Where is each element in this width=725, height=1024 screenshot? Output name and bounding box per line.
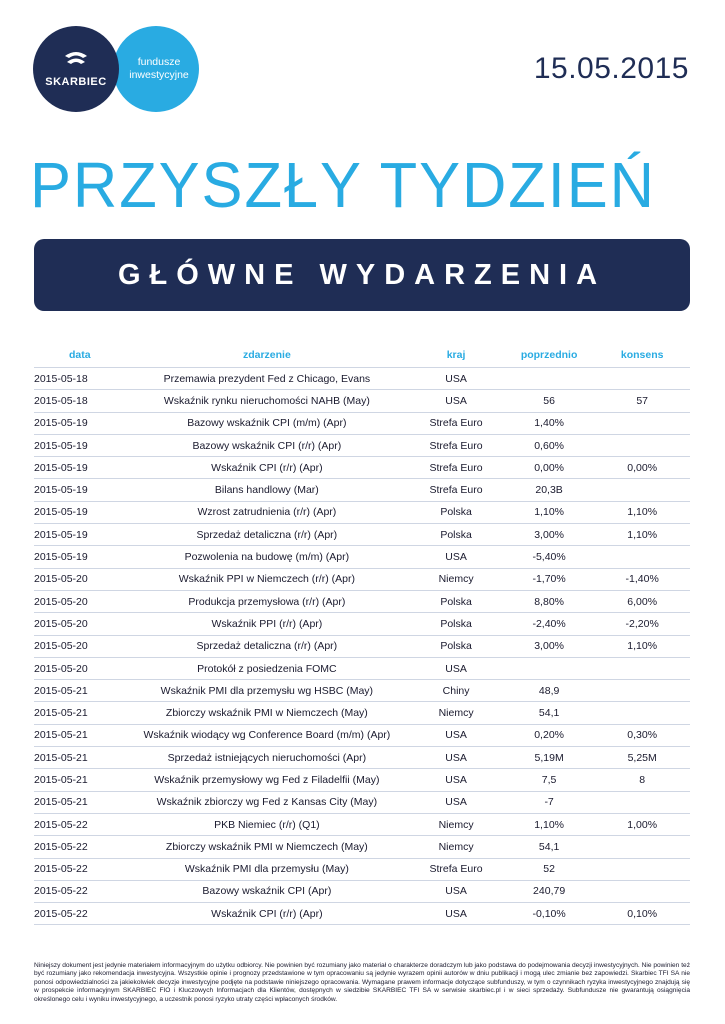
cell-event: Produkcja przemysłowa (r/r) (Apr) bbox=[125, 590, 408, 612]
company-logo bbox=[33, 26, 203, 112]
cell-date: 2015-05-22 bbox=[34, 880, 125, 902]
cell-event: Bazowy wskaźnik CPI (m/m) (Apr) bbox=[125, 412, 408, 434]
table-row bbox=[34, 747, 690, 769]
cell-consensus bbox=[594, 434, 690, 456]
cell-consensus bbox=[594, 791, 690, 813]
cell-date: 2015-05-21 bbox=[34, 791, 125, 813]
cell-previous: 1,40% bbox=[504, 412, 594, 434]
cell-event: Bazowy wskaźnik CPI (Apr) bbox=[125, 880, 408, 902]
table-row bbox=[34, 368, 690, 390]
cell-event: Wskaźnik CPI (r/r) (Apr) bbox=[125, 457, 408, 479]
cell-country: USA bbox=[408, 903, 504, 925]
cell-country: USA bbox=[408, 769, 504, 791]
cell-country: USA bbox=[408, 546, 504, 568]
cell-previous: 1,10% bbox=[504, 813, 594, 835]
table-row bbox=[34, 479, 690, 501]
cell-country: USA bbox=[408, 724, 504, 746]
column-header-country: kraj bbox=[446, 349, 466, 361]
report-date: 15.05.2015 bbox=[533, 52, 689, 85]
table-row bbox=[34, 813, 690, 835]
skarbiec-logo-icon bbox=[63, 50, 89, 70]
cell-country: USA bbox=[408, 747, 504, 769]
cell-previous: 5,19M bbox=[504, 747, 594, 769]
cell-event: Protokół z posiedzenia FOMC bbox=[125, 657, 408, 679]
cell-consensus: 1,10% bbox=[594, 635, 690, 657]
cell-country: Strefa Euro bbox=[408, 434, 504, 456]
table-row bbox=[34, 590, 690, 612]
cell-date: 2015-05-19 bbox=[34, 457, 125, 479]
cell-previous: -5,40% bbox=[504, 546, 594, 568]
cell-date: 2015-05-21 bbox=[34, 724, 125, 746]
cell-country: Polska bbox=[408, 524, 504, 546]
table-row bbox=[34, 769, 690, 791]
table-row bbox=[34, 680, 690, 702]
table-row bbox=[34, 412, 690, 434]
cell-previous: 3,00% bbox=[504, 635, 594, 657]
cell-event: Zbiorczy wskaźnik PMI w Niemczech (May) bbox=[125, 836, 408, 858]
cell-event: Wskaźnik PPI w Niemczech (r/r) (Apr) bbox=[125, 568, 408, 590]
cell-country: Niemcy bbox=[408, 702, 504, 724]
cell-country: USA bbox=[408, 368, 504, 390]
cell-event: PKB Niemiec (r/r) (Q1) bbox=[125, 813, 408, 835]
cell-consensus: 57 bbox=[594, 390, 690, 412]
cell-date: 2015-05-20 bbox=[34, 635, 125, 657]
events-table bbox=[34, 343, 690, 925]
table-row bbox=[34, 568, 690, 590]
page-title: PRZYSZŁY TYDZIEŃ bbox=[30, 149, 656, 221]
cell-consensus: 5,25M bbox=[594, 747, 690, 769]
cell-previous bbox=[504, 657, 594, 679]
cell-date: 2015-05-21 bbox=[34, 680, 125, 702]
cell-event: Wskaźnik rynku nieruchomości NAHB (May) bbox=[125, 390, 408, 412]
cell-date: 2015-05-18 bbox=[34, 368, 125, 390]
cell-previous: 0,00% bbox=[504, 457, 594, 479]
cell-country: Strefa Euro bbox=[408, 457, 504, 479]
cell-previous bbox=[504, 368, 594, 390]
cell-country: Niemcy bbox=[408, 813, 504, 835]
cell-date: 2015-05-22 bbox=[34, 836, 125, 858]
cell-country: Polska bbox=[408, 613, 504, 635]
cell-previous: 54,1 bbox=[504, 702, 594, 724]
cell-date: 2015-05-22 bbox=[34, 903, 125, 925]
cell-date: 2015-05-19 bbox=[34, 434, 125, 456]
cell-country: USA bbox=[408, 657, 504, 679]
cell-country: Polska bbox=[408, 501, 504, 523]
cell-previous: 1,10% bbox=[504, 501, 594, 523]
cell-country: Niemcy bbox=[408, 836, 504, 858]
cell-consensus bbox=[594, 657, 690, 679]
cell-previous: -1,70% bbox=[504, 568, 594, 590]
cell-consensus: 0,00% bbox=[594, 457, 690, 479]
cell-event: Bazowy wskaźnik CPI (r/r) (Apr) bbox=[125, 434, 408, 456]
cell-event: Sprzedaż detaliczna (r/r) (Apr) bbox=[125, 524, 408, 546]
cell-event: Wzrost zatrudnienia (r/r) (Apr) bbox=[125, 501, 408, 523]
cell-previous: 20,3B bbox=[504, 479, 594, 501]
cell-country: USA bbox=[408, 880, 504, 902]
cell-date: 2015-05-19 bbox=[34, 501, 125, 523]
cell-date: 2015-05-21 bbox=[34, 747, 125, 769]
table-header-row bbox=[34, 343, 690, 368]
table-row bbox=[34, 724, 690, 746]
cell-country: Niemcy bbox=[408, 568, 504, 590]
cell-date: 2015-05-20 bbox=[34, 613, 125, 635]
cell-consensus: 1,00% bbox=[594, 813, 690, 835]
column-header-previous: poprzednio bbox=[520, 349, 578, 361]
cell-date: 2015-05-21 bbox=[34, 702, 125, 724]
table-row bbox=[34, 791, 690, 813]
cell-consensus bbox=[594, 702, 690, 724]
cell-consensus: 0,30% bbox=[594, 724, 690, 746]
table-row bbox=[34, 434, 690, 456]
cell-event: Wskaźnik przemysłowy wg Fed z Filadelfii (May) bbox=[125, 769, 408, 791]
cell-consensus bbox=[594, 412, 690, 434]
cell-date: 2015-05-18 bbox=[34, 390, 125, 412]
cell-previous: 3,00% bbox=[504, 524, 594, 546]
cell-event: Zbiorczy wskaźnik PMI w Niemczech (May) bbox=[125, 702, 408, 724]
cell-consensus bbox=[594, 479, 690, 501]
cell-event: Wskaźnik PMI dla przemysłu (May) bbox=[125, 858, 408, 880]
banner-title: GŁÓWNE WYDARZENIA bbox=[117, 258, 607, 291]
column-header-date: data bbox=[68, 349, 91, 361]
tagline-circle bbox=[113, 26, 199, 112]
cell-date: 2015-05-19 bbox=[34, 479, 125, 501]
cell-country: Polska bbox=[408, 590, 504, 612]
table-row bbox=[34, 524, 690, 546]
cell-consensus: 6,00% bbox=[594, 590, 690, 612]
table-row bbox=[34, 702, 690, 724]
cell-date: 2015-05-19 bbox=[34, 524, 125, 546]
cell-previous: -0,10% bbox=[504, 903, 594, 925]
cell-date: 2015-05-22 bbox=[34, 858, 125, 880]
cell-consensus bbox=[594, 858, 690, 880]
column-header-consensus: konsens bbox=[620, 349, 664, 361]
cell-country: USA bbox=[408, 390, 504, 412]
table-row bbox=[34, 501, 690, 523]
cell-event: Wskaźnik wiodący wg Conference Board (m/m) (Apr) bbox=[125, 724, 408, 746]
cell-previous: 0,60% bbox=[504, 434, 594, 456]
cell-consensus: 1,10% bbox=[594, 524, 690, 546]
cell-previous: 48,9 bbox=[504, 680, 594, 702]
cell-previous: 54,1 bbox=[504, 836, 594, 858]
section-banner bbox=[34, 239, 690, 311]
table-row bbox=[34, 657, 690, 679]
skarbiec-logo-circle bbox=[33, 26, 119, 112]
table-row bbox=[34, 613, 690, 635]
table-row bbox=[34, 635, 690, 657]
cell-country: Chiny bbox=[408, 680, 504, 702]
cell-event: Wskaźnik CPI (r/r) (Apr) bbox=[125, 903, 408, 925]
cell-consensus bbox=[594, 546, 690, 568]
cell-event: Bilans handlowy (Mar) bbox=[125, 479, 408, 501]
cell-date: 2015-05-19 bbox=[34, 412, 125, 434]
cell-previous: -2,40% bbox=[504, 613, 594, 635]
cell-consensus: -1,40% bbox=[594, 568, 690, 590]
cell-country: Polska bbox=[408, 635, 504, 657]
table-row bbox=[34, 836, 690, 858]
cell-consensus bbox=[594, 880, 690, 902]
cell-consensus bbox=[594, 680, 690, 702]
cell-previous: 52 bbox=[504, 858, 594, 880]
cell-event: Sprzedaż detaliczna (r/r) (Apr) bbox=[125, 635, 408, 657]
cell-consensus bbox=[594, 836, 690, 858]
cell-consensus bbox=[594, 368, 690, 390]
cell-country: USA bbox=[408, 791, 504, 813]
cell-event: Wskaźnik PMI dla przemysłu wg HSBC (May) bbox=[125, 680, 408, 702]
table-row bbox=[34, 903, 690, 925]
cell-previous: 0,20% bbox=[504, 724, 594, 746]
cell-consensus: 1,10% bbox=[594, 501, 690, 523]
cell-date: 2015-05-22 bbox=[34, 813, 125, 835]
table-row bbox=[34, 858, 690, 880]
cell-previous: 8,80% bbox=[504, 590, 594, 612]
cell-country: Strefa Euro bbox=[408, 858, 504, 880]
cell-date: 2015-05-21 bbox=[34, 769, 125, 791]
brand-name: SKARBIEC bbox=[45, 76, 107, 88]
cell-previous: 7,5 bbox=[504, 769, 594, 791]
table-row bbox=[34, 880, 690, 902]
cell-country: Strefa Euro bbox=[408, 479, 504, 501]
cell-previous: 240,79 bbox=[504, 880, 594, 902]
cell-previous: 56 bbox=[504, 390, 594, 412]
table-row bbox=[34, 390, 690, 412]
cell-date: 2015-05-20 bbox=[34, 568, 125, 590]
cell-event: Wskaźnik PPI (r/r) (Apr) bbox=[125, 613, 408, 635]
column-header-event: zdarzenie bbox=[242, 349, 291, 361]
cell-date: 2015-05-19 bbox=[34, 546, 125, 568]
legal-disclaimer: Niniejszy dokument jest jedynie materiałem informacyjnym do użytku odbiorcy. Nie powinien być rozumiany jako materiał o charakterze doradczym lub jako podstawa do podejmowania decyzji inwestycyjnych. Nie powinien też być rozumiany jako rekomendacja inwestycyjna. Wszystkie opinie i prognozy przedstawione w tym opracowaniu są jedynie wyrazem opinii autorów w dniu publikacji i mogą ulec zmianie bez zapowiedzi. Skarbiec TFI SA nie ponosi odpowiedzialności za jakiekolwiek decyzje inwestycyjne podjęte na podstawie niniejszego opracowania. Wymagane prawem informacje dotyczące subfunduszy, w tym o czynnikach ryzyka inwestycyjnego znajdują się w prospekcie informacyjnym SKARBIEC FIO i Kluczowych Informacjach dla Klientów, dostępnych w siedzibie SKARBIEC TFI SA w serwisie skarbiec.pl i w sieci sprzedaży. Subfundusze nie gwarantują osiągnięcia określonego celu i wyniku inwestycyjnego, a uczestnik ponosi ryzyko utraty części wpłaconych środków. bbox=[34, 962, 690, 1003]
cell-event: Wskaźnik zbiorczy wg Fed z Kansas City (May) bbox=[125, 791, 408, 813]
cell-date: 2015-05-20 bbox=[34, 657, 125, 679]
brand-tagline: fundusze inwestycyjne bbox=[129, 56, 189, 81]
cell-country: Strefa Euro bbox=[408, 412, 504, 434]
cell-event: Sprzedaż istniejących nieruchomości (Apr) bbox=[125, 747, 408, 769]
cell-consensus: -2,20% bbox=[594, 613, 690, 635]
cell-event: Pozwolenia na budowę (m/m) (Apr) bbox=[125, 546, 408, 568]
cell-consensus: 0,10% bbox=[594, 903, 690, 925]
cell-date: 2015-05-20 bbox=[34, 590, 125, 612]
cell-event: Przemawia prezydent Fed z Chicago, Evans bbox=[125, 368, 408, 390]
cell-consensus: 8 bbox=[594, 769, 690, 791]
cell-previous: -7 bbox=[504, 791, 594, 813]
table-row bbox=[34, 546, 690, 568]
table-row bbox=[34, 457, 690, 479]
